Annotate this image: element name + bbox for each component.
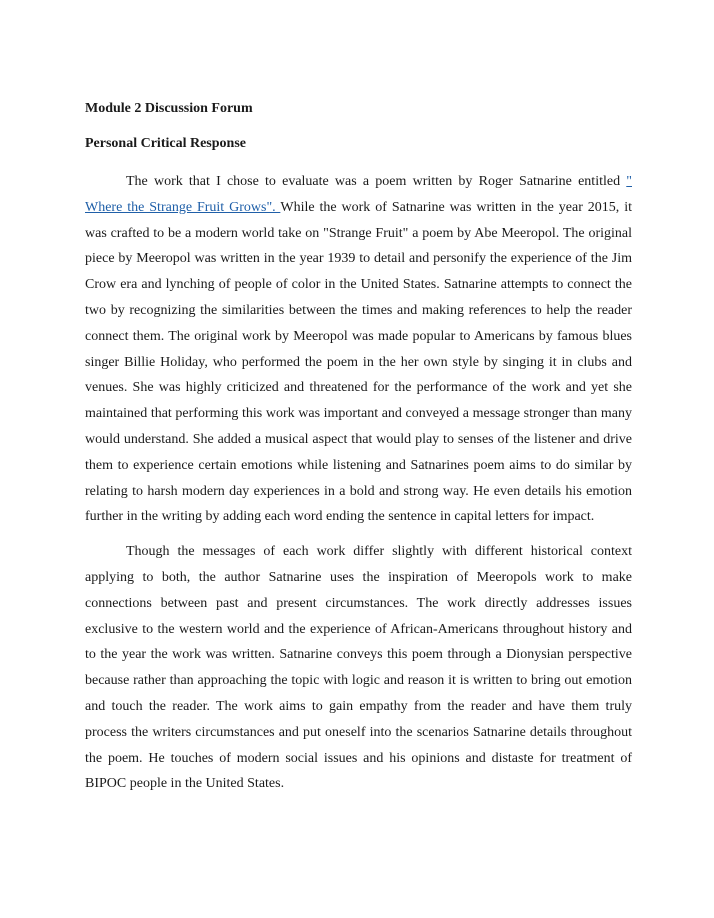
document-subtitle: Personal Critical Response bbox=[85, 136, 246, 151]
poem-title-link[interactable]: " Where the Strange Fruit Grows". bbox=[85, 174, 632, 215]
document-title: Module 2 Discussion Forum bbox=[85, 101, 253, 116]
document-page bbox=[85, 100, 632, 797]
body-paragraph-2: Though the messages of each work differ slightly with different historical context applying to both, the author Satnarine uses the inspiration of Meeropols work to make connections between past and present circumstances. The work directly addresses issues exclusive to the western world and the experience of African-Americans throughout history and to the year the work was written. Satnarine conveys this poem through a Dionysian perspective because rather than approaching the topic with logic and reason it is written to bring out emotion and touch the reader. The work aims to gain empathy from the reader and have them truly process the writers circumstances and put oneself into the scenarios Satnarine details throughout the poem. He touches of modern social issues and his opinions and distaste for treatment of BIPOC people in the United States. bbox=[85, 544, 632, 792]
paragraph-1-body-text: While the work of Satnarine was written in the year 2015, it was crafted to be a modern world take on "Strange Fruit" a poem by Abe Meeropol. The original piece by Meeropol was written in the year 1939 to detail and personify the experience of the Jim Crow era and lynching of people of color in the United States. Satnarine attempts to connect the two by recognizing the similarities between the times and making references to help the reader connect them. The original work by Meeropol was made popular to Americans by famous blues singer Billie Holiday, who performed the poem in the her own style by singing it in clubs and venues. She was highly criticized and threatened for the performance of the work and yet she maintained that performing this work was important and conveyed a message stronger than many would understand. She added a musical aspect that would play to senses of the listener and drive them to experience certain emotions while listening and Satnarines poem aims to do similar by relating to harsh modern day experiences in a bold and strong way. He even details his emotion further in the writing by adding each word ending the sentence in capital letters for impact. bbox=[85, 199, 633, 525]
body-paragraph-1 bbox=[85, 169, 632, 530]
paragraph-1-intro-text: The work that I chose to evaluate was a poem written by Roger Satnarine entitled bbox=[126, 174, 627, 189]
